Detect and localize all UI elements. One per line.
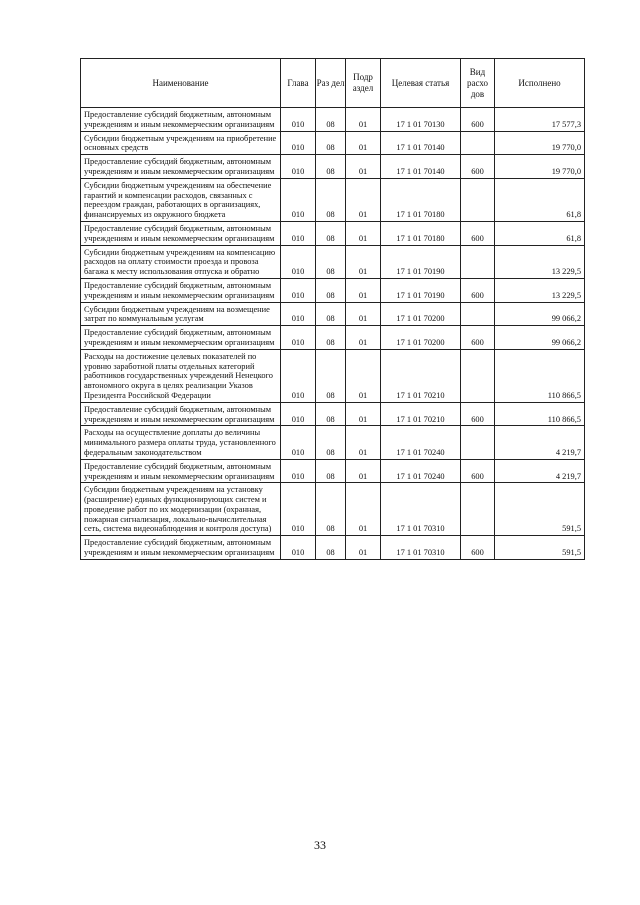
cell-amount: 61,8 bbox=[495, 221, 585, 245]
header-type: Вид расхо дов bbox=[461, 59, 495, 108]
cell-chapter: 010 bbox=[281, 131, 316, 155]
cell-target: 17 1 01 70140 bbox=[381, 155, 461, 179]
header-subsection: Подр аздел bbox=[346, 59, 381, 108]
cell-amount: 110 866,5 bbox=[495, 402, 585, 426]
cell-name: Субсидии бюджетным учреждениям на приобретение основных средств bbox=[81, 131, 281, 155]
cell-name: Расходы на осуществление доплаты до величины минимального размера оплаты труда, установленного федеральным законодательством bbox=[81, 426, 281, 459]
cell-amount: 19 770,0 bbox=[495, 131, 585, 155]
cell-section: 08 bbox=[316, 302, 346, 326]
cell-target: 17 1 01 70200 bbox=[381, 326, 461, 350]
cell-amount: 13 229,5 bbox=[495, 245, 585, 278]
cell-section: 08 bbox=[316, 349, 346, 402]
cell-subsection: 01 bbox=[346, 245, 381, 278]
cell-chapter: 010 bbox=[281, 426, 316, 459]
cell-section: 08 bbox=[316, 536, 346, 560]
budget-table bbox=[80, 58, 585, 560]
table-row bbox=[81, 278, 585, 302]
cell-section: 08 bbox=[316, 245, 346, 278]
cell-amount: 17 577,3 bbox=[495, 108, 585, 132]
cell-target: 17 1 01 70310 bbox=[381, 483, 461, 536]
cell-type bbox=[461, 349, 495, 402]
budget-table-container bbox=[80, 58, 584, 560]
header-row bbox=[81, 59, 585, 108]
table-row bbox=[81, 536, 585, 560]
cell-type: 600 bbox=[461, 459, 495, 483]
cell-name: Предоставление субсидий бюджетным, автономным учреждениям и иным некоммерческим организациям bbox=[81, 221, 281, 245]
cell-subsection: 01 bbox=[346, 459, 381, 483]
cell-name: Расходы на достижение целевых показателей по уровню заработной платы отдельных категорий работников государственных учреждений Ненецкого автономного округа в целях реализации Указов Президента Российской Федерации bbox=[81, 349, 281, 402]
table-row bbox=[81, 108, 585, 132]
cell-section: 08 bbox=[316, 402, 346, 426]
cell-type: 600 bbox=[461, 155, 495, 179]
cell-type: 600 bbox=[461, 326, 495, 350]
cell-target: 17 1 01 70310 bbox=[381, 536, 461, 560]
cell-name: Субсидии бюджетным учреждениям на возмещение затрат по коммунальным услугам bbox=[81, 302, 281, 326]
table-row bbox=[81, 326, 585, 350]
cell-section: 08 bbox=[316, 278, 346, 302]
cell-chapter: 010 bbox=[281, 483, 316, 536]
cell-subsection: 01 bbox=[346, 302, 381, 326]
cell-section: 08 bbox=[316, 155, 346, 179]
cell-subsection: 01 bbox=[346, 155, 381, 179]
table-row bbox=[81, 245, 585, 278]
cell-amount: 99 066,2 bbox=[495, 326, 585, 350]
cell-section: 08 bbox=[316, 459, 346, 483]
cell-target: 17 1 01 70140 bbox=[381, 131, 461, 155]
table-row bbox=[81, 349, 585, 402]
cell-subsection: 01 bbox=[346, 178, 381, 221]
cell-subsection: 01 bbox=[346, 221, 381, 245]
cell-subsection: 01 bbox=[346, 108, 381, 132]
table-row bbox=[81, 155, 585, 179]
cell-subsection: 01 bbox=[346, 326, 381, 350]
cell-target: 17 1 01 70240 bbox=[381, 459, 461, 483]
cell-subsection: 01 bbox=[346, 278, 381, 302]
header-section: Раз дел bbox=[316, 59, 346, 108]
cell-section: 08 bbox=[316, 131, 346, 155]
cell-amount: 19 770,0 bbox=[495, 155, 585, 179]
cell-target: 17 1 01 70240 bbox=[381, 426, 461, 459]
cell-type: 600 bbox=[461, 402, 495, 426]
table-row bbox=[81, 131, 585, 155]
cell-name: Субсидии бюджетным учреждениям на установку (расширение) единых функционирующих систем и проведение работ по их модернизации (охранная, пожарная сигнализация, локально-вычислительная сеть, система видеонаблюдения и контроля доступа) bbox=[81, 483, 281, 536]
header-target: Целевая статья bbox=[381, 59, 461, 108]
table-row bbox=[81, 178, 585, 221]
cell-section: 08 bbox=[316, 326, 346, 350]
table-row bbox=[81, 426, 585, 459]
cell-section: 08 bbox=[316, 108, 346, 132]
cell-type bbox=[461, 483, 495, 536]
cell-type bbox=[461, 426, 495, 459]
cell-subsection: 01 bbox=[346, 402, 381, 426]
cell-chapter: 010 bbox=[281, 108, 316, 132]
page-number: 33 bbox=[314, 838, 326, 852]
cell-amount: 591,5 bbox=[495, 483, 585, 536]
cell-section: 08 bbox=[316, 426, 346, 459]
cell-name: Субсидии бюджетным учреждениям на обеспечение гарантий и компенсации расходов, связанных с переездом граждан, работающих в организациях, финансируемых из окружного бюджета bbox=[81, 178, 281, 221]
cell-amount: 4 219,7 bbox=[495, 459, 585, 483]
cell-name: Предоставление субсидий бюджетным, автономным учреждениям и иным некоммерческим организациям bbox=[81, 326, 281, 350]
cell-chapter: 010 bbox=[281, 221, 316, 245]
cell-section: 08 bbox=[316, 221, 346, 245]
cell-name: Предоставление субсидий бюджетным, автономным учреждениям и иным некоммерческим организациям bbox=[81, 459, 281, 483]
cell-type: 600 bbox=[461, 278, 495, 302]
cell-subsection: 01 bbox=[346, 426, 381, 459]
cell-name: Субсидии бюджетным учреждениям на компенсацию расходов на оплату стоимости проезда и провоза багажа к месту использования отпуска и обратно bbox=[81, 245, 281, 278]
cell-amount: 13 229,5 bbox=[495, 278, 585, 302]
cell-type bbox=[461, 131, 495, 155]
cell-chapter: 010 bbox=[281, 155, 316, 179]
cell-amount: 110 866,5 bbox=[495, 349, 585, 402]
cell-chapter: 010 bbox=[281, 459, 316, 483]
cell-target: 17 1 01 70190 bbox=[381, 245, 461, 278]
table-row bbox=[81, 459, 585, 483]
cell-target: 17 1 01 70210 bbox=[381, 349, 461, 402]
cell-subsection: 01 bbox=[346, 483, 381, 536]
cell-target: 17 1 01 70180 bbox=[381, 221, 461, 245]
cell-chapter: 010 bbox=[281, 278, 316, 302]
cell-amount: 99 066,2 bbox=[495, 302, 585, 326]
cell-target: 17 1 01 70210 bbox=[381, 402, 461, 426]
cell-type: 600 bbox=[461, 536, 495, 560]
cell-type: 600 bbox=[461, 221, 495, 245]
cell-chapter: 010 bbox=[281, 302, 316, 326]
header-chapter: Глава bbox=[281, 59, 316, 108]
cell-chapter: 010 bbox=[281, 178, 316, 221]
cell-name: Предоставление субсидий бюджетным, автономным учреждениям и иным некоммерческим организациям bbox=[81, 536, 281, 560]
cell-section: 08 bbox=[316, 178, 346, 221]
cell-type bbox=[461, 302, 495, 326]
cell-target: 17 1 01 70130 bbox=[381, 108, 461, 132]
cell-chapter: 010 bbox=[281, 402, 316, 426]
cell-target: 17 1 01 70190 bbox=[381, 278, 461, 302]
cell-chapter: 010 bbox=[281, 245, 316, 278]
cell-section: 08 bbox=[316, 483, 346, 536]
cell-chapter: 010 bbox=[281, 349, 316, 402]
cell-name: Предоставление субсидий бюджетным, автономным учреждениям и иным некоммерческим организациям bbox=[81, 155, 281, 179]
cell-target: 17 1 01 70200 bbox=[381, 302, 461, 326]
cell-type bbox=[461, 245, 495, 278]
cell-amount: 591,5 bbox=[495, 536, 585, 560]
table-row bbox=[81, 302, 585, 326]
cell-chapter: 010 bbox=[281, 326, 316, 350]
cell-amount: 61,8 bbox=[495, 178, 585, 221]
header-name: Наименование bbox=[81, 59, 281, 108]
cell-chapter: 010 bbox=[281, 536, 316, 560]
table-row bbox=[81, 221, 585, 245]
cell-type bbox=[461, 178, 495, 221]
cell-name: Предоставление субсидий бюджетным, автономным учреждениям и иным некоммерческим организациям bbox=[81, 108, 281, 132]
cell-name: Предоставление субсидий бюджетным, автономным учреждениям и иным некоммерческим организациям bbox=[81, 278, 281, 302]
header-executed: Исполнено bbox=[495, 59, 585, 108]
cell-subsection: 01 bbox=[346, 131, 381, 155]
cell-type: 600 bbox=[461, 108, 495, 132]
table-row bbox=[81, 402, 585, 426]
cell-target: 17 1 01 70180 bbox=[381, 178, 461, 221]
cell-name: Предоставление субсидий бюджетным, автономным учреждениям и иным некоммерческим организациям bbox=[81, 402, 281, 426]
cell-amount: 4 219,7 bbox=[495, 426, 585, 459]
cell-subsection: 01 bbox=[346, 349, 381, 402]
cell-subsection: 01 bbox=[346, 536, 381, 560]
table-row bbox=[81, 483, 585, 536]
